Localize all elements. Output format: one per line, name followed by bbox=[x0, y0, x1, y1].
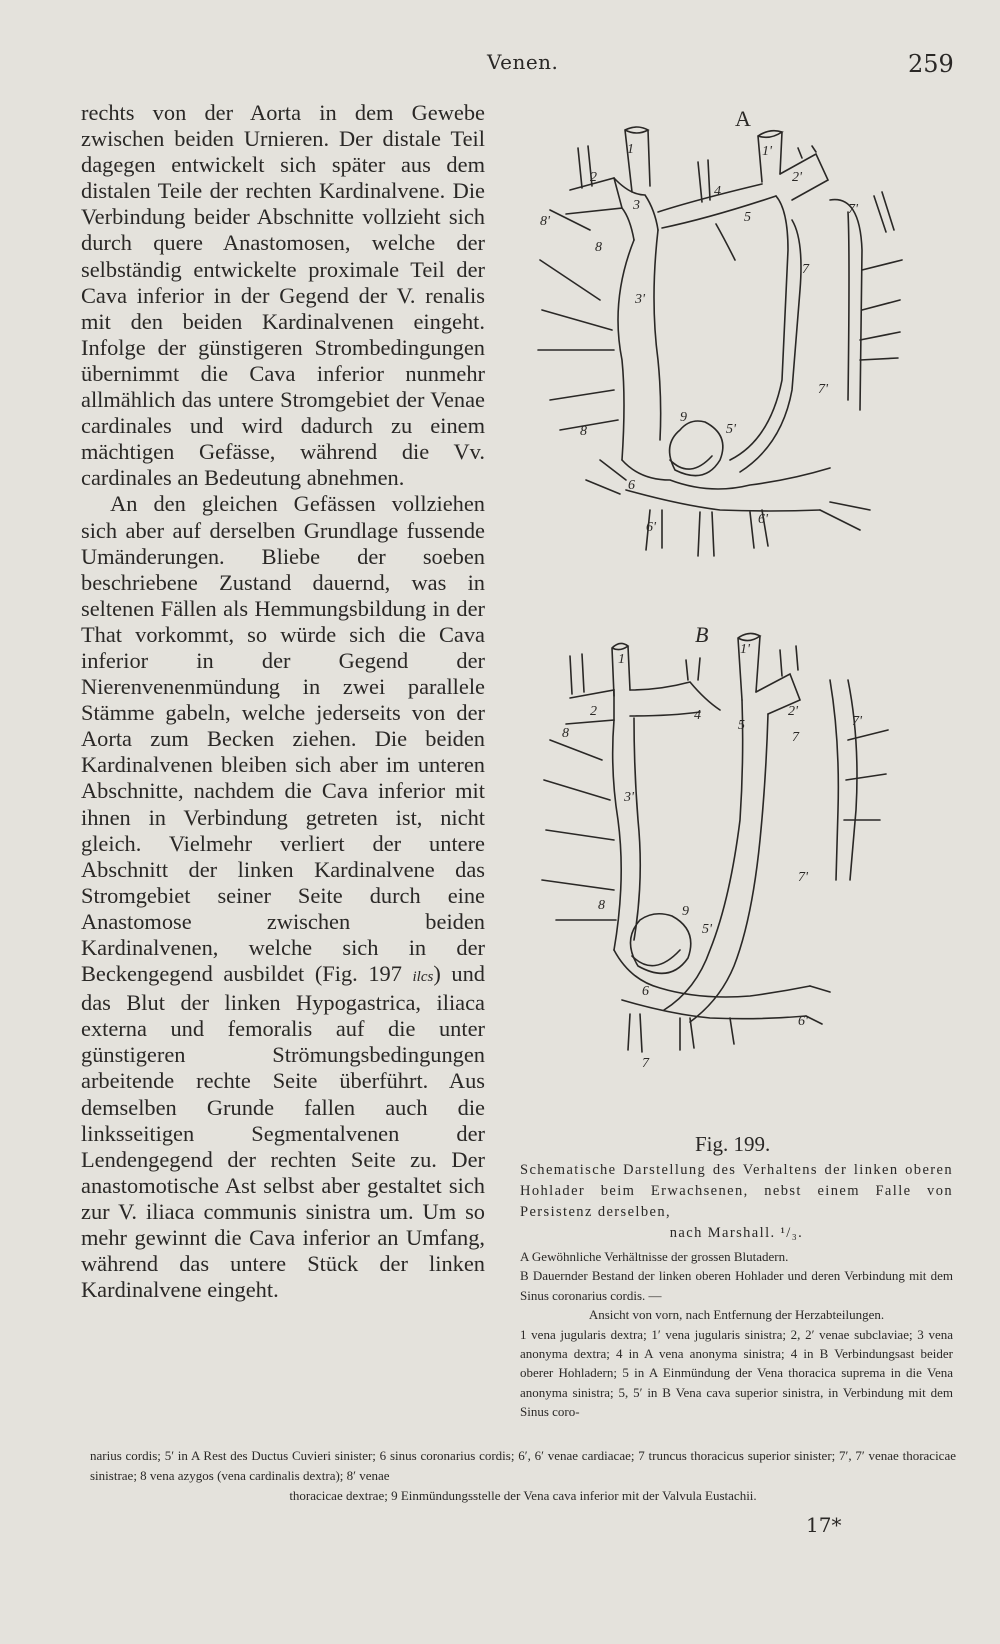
paragraph-text: ) und das Blut der linken Hypogastrica, iliaca externa und femoralis auf die unter günstigeren Strömungsbedingungen arbeitende rechte Seite überführt. Aus demselben Grunde fallen auch die linksseitigen Segmentalvenen der Lendengegend der rechten Seite zu. Der anastomotische Ast selbst aber gestaltet sich zur V. iliaca communis sinistra um. Um so mehr gewinnt die Cava inferior an Umfang, während das untere Stück der linken Kardinalvene eingeht. bbox=[81, 961, 485, 1303]
figure-panel-a bbox=[530, 100, 950, 600]
figure-label: 5 bbox=[744, 210, 751, 225]
figure-reference-abbreviation: ilcs bbox=[412, 969, 434, 986]
figure-label: 7' bbox=[818, 382, 828, 397]
paragraph: rechts von der Aorta in dem Gewebe zwischen beiden Urnieren. Der distale Teil dagegen entwickelt sich später aus dem distalen Teile der rechten Kardinalvene. Die Verbindung beider Abschnitte vollzieht sich durch quere Anastomosen, welche der selbständig entwickelte proximale Teil der Cava inferior in der Gegend der V. renalis mit den beiden Kardinalvenen eingeht. Infolge der günstigeren Strombedingungen übernimmt die Cava inferior nunmehr allmählich das untere Stromgebiet der Venae cardinales und wird dadurch zu einem mächtigen Gefässe, während die Vv. cardinales an Bedeutung abnehmen. bbox=[81, 100, 485, 491]
legend-items: 1 vena jugularis dextra; 1′ vena jugularis sinistra; 2, 2′ venae subclaviae; 3 vena anonyma dextra; 4 in A vena anonyma sinistra; 4 in B Verbindungsast beider oberer Hohladern; 5 in A Einmündung der Vena thoracica suprema in die Vena anonyma sinistra; 5, 5′ in B Vena cava superior sinistra, in Verbindung mit dem Sinus coro- bbox=[520, 1326, 953, 1420]
figure-label: 6' bbox=[798, 1014, 808, 1029]
vein-diagram-b bbox=[530, 620, 950, 1115]
figure-label: 6' bbox=[758, 512, 768, 527]
figure-label: 5' bbox=[702, 922, 712, 937]
figure-label: 8 bbox=[562, 726, 569, 741]
figure-label: 8 bbox=[598, 898, 605, 913]
figure-label: 9 bbox=[680, 410, 687, 425]
page-number: 259 bbox=[908, 50, 954, 78]
paragraph-text: An den gleichen Gefässen vollziehen sich aber auf derselben Grundlage fussende Umänderungen. Bliebe der soeben beschriebene Zustand dauernd, was in seltenen Fällen als Hemmungsbildung in der That vorkommt, so würde sich die Cava inferior in der Gegend der Nierenvenenmündung in zwei parallele Stämme gabeln, welche jederseits von der Aorta zum Becken ziehen. Die beiden Kardinalvenen bleiben sich aber im unteren Abschnitte, nachdem die Cava inferior mit ihnen in Verbindung getreten ist, nicht gleich. Vielmehr verliert der untere Abschnitt der linken Kardinalvene das Stromgebiet seiner Seite durch eine Anastomose zwischen beiden Kardinalvenen, welche sich in der Beckengegend ausbildet (Fig. 197 bbox=[81, 491, 485, 987]
running-header: Venen. bbox=[487, 50, 559, 74]
figure-label: 4 bbox=[694, 708, 701, 723]
legend-view-note: Ansicht von vorn, nach Entfernung der Herzabteilungen. bbox=[588, 1307, 885, 1323]
body-text bbox=[81, 100, 485, 1303]
figure-label: 5 bbox=[738, 718, 745, 733]
figure-label: 2' bbox=[788, 704, 798, 719]
figure-label: 1 bbox=[618, 652, 625, 667]
signature-mark: 17* bbox=[806, 1513, 842, 1537]
paragraph bbox=[81, 491, 485, 1303]
caption-text: Schematische Darstellung des Verhaltens der linken oberen Hohlader beim Erwachsenen, nebst einem Falle von Persistenz derselben, bbox=[520, 1162, 953, 1220]
figure-label: 8 bbox=[580, 424, 587, 439]
legend-panel-a: A Gewöhnliche Verhältnisse der grossen Blutadern. bbox=[520, 1249, 789, 1264]
figure-panel-b bbox=[530, 620, 950, 1115]
figure-label: 5' bbox=[726, 422, 736, 437]
figure-legend bbox=[520, 1247, 953, 1422]
figure-label: 1 bbox=[627, 142, 634, 157]
figure-label: 3 bbox=[633, 198, 640, 213]
figure-label: 9 bbox=[682, 904, 689, 919]
figure-label: 7' bbox=[798, 870, 808, 885]
figure-label: 8' bbox=[540, 214, 550, 229]
figure-label: 6' bbox=[646, 520, 656, 535]
figure-label: 3' bbox=[624, 790, 634, 805]
figure-label: 6 bbox=[628, 478, 635, 493]
legend-items-last: thoracicae dextrae; 9 Einmündungsstelle der Vena cava inferior mit der Valvula Eustachii. bbox=[289, 1488, 757, 1503]
figure-label: 8 bbox=[595, 240, 602, 255]
figure-label: 3' bbox=[635, 292, 645, 307]
caption-attribution: nach Marshall. ¹/₃. bbox=[669, 1225, 804, 1241]
figure-title: Fig. 199. bbox=[695, 1132, 771, 1156]
figure-caption bbox=[520, 1160, 953, 1244]
legend-panel-b: B Dauernder Bestand der linken oberen Hohlader und deren Verbindung mit dem Sinus coronarius cordis. — bbox=[520, 1268, 953, 1303]
figure-label: 4 bbox=[714, 184, 721, 199]
figure-label: 7' bbox=[852, 714, 862, 729]
figure-label: 7 bbox=[642, 1056, 649, 1071]
figure-label: 7 bbox=[802, 262, 809, 277]
figure-label: 2' bbox=[792, 170, 802, 185]
figure-legend-continued bbox=[90, 1446, 956, 1506]
figure-label: 6 bbox=[642, 984, 649, 999]
panel-letter-a: A bbox=[735, 106, 751, 131]
figure-label: 1' bbox=[762, 144, 772, 159]
figure-label: 7' bbox=[848, 202, 858, 217]
legend-items-continued: narius cordis; 5′ in A Rest des Ductus Cuvieri sinister; 6 sinus coronarius cordis; 6′, 6′ venae cardiacae; 7 truncus thoracicus superior sinister; 7′, 7′ venae thoracicae sinistrae; 8 vena azygos (vena cardinalis dextra); 8′ venae bbox=[90, 1448, 956, 1483]
figure-label: 7 bbox=[792, 730, 799, 745]
panel-letter-b: B bbox=[695, 622, 709, 647]
figure-label: 2 bbox=[590, 704, 597, 719]
figure-label: 1' bbox=[740, 642, 750, 657]
figure-label: 2 bbox=[590, 170, 597, 185]
